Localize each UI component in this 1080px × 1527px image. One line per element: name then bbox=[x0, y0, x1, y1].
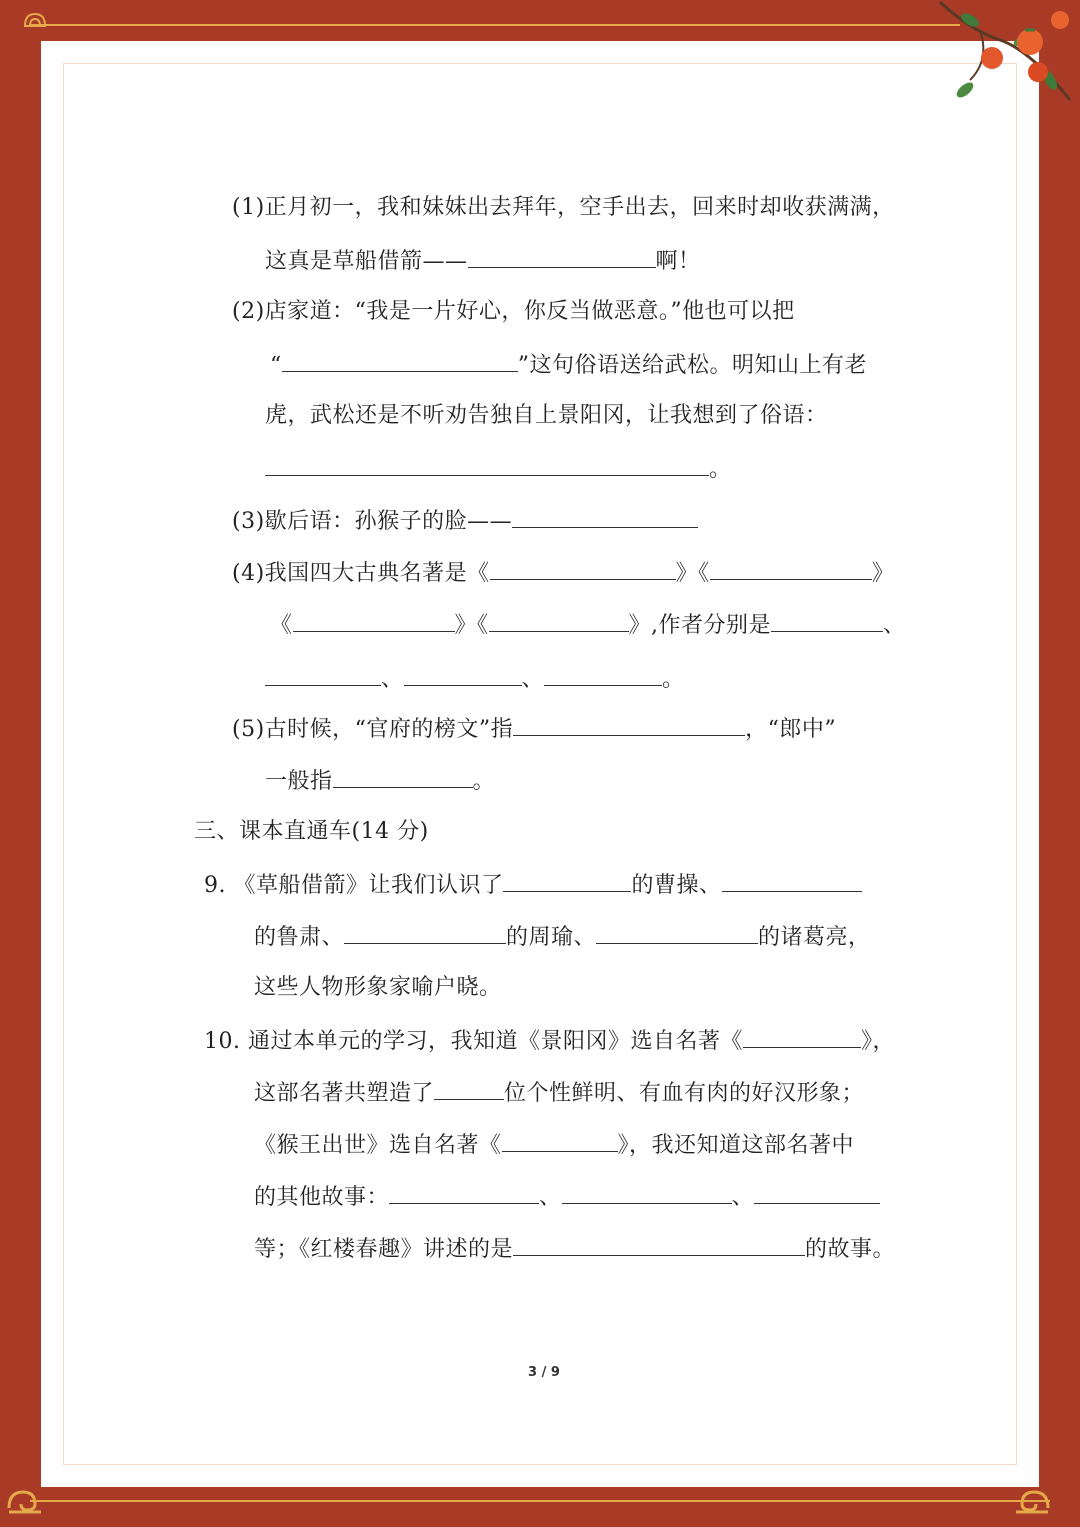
book-bracket-close: 》， bbox=[860, 1029, 895, 1054]
q8-item4-line1 bbox=[232, 557, 894, 589]
q8-item5-text-cont: ，“郎中” bbox=[745, 717, 837, 742]
q8-item3-text: (3)歇后语：孙猴子的脸—— bbox=[232, 509, 513, 534]
answer-blank[interactable] bbox=[503, 869, 631, 892]
answer-blank[interactable] bbox=[743, 1025, 861, 1048]
answer-blank[interactable] bbox=[389, 1181, 539, 1204]
q10-closing: 的故事。 bbox=[805, 1237, 896, 1262]
top-gold-rule bbox=[30, 24, 960, 26]
q10-red-chamber: 等；《红楼春趣》讲述的是 bbox=[254, 1237, 514, 1262]
q8-item1-line1 bbox=[232, 193, 895, 223]
q8-item2-line3 bbox=[265, 401, 828, 431]
q8-item4-line2 bbox=[270, 609, 906, 641]
answer-blank[interactable] bbox=[489, 609, 629, 632]
separator: 、 bbox=[381, 667, 404, 692]
q9-line2 bbox=[254, 921, 871, 953]
page-number: 3 / 9 bbox=[528, 1365, 560, 1380]
book-bracket-close: 》 bbox=[871, 561, 895, 586]
q8-item1-line2 bbox=[265, 245, 701, 277]
answer-blank[interactable] bbox=[771, 609, 883, 632]
q9-closing: 这些人物形象家喻户晓。 bbox=[254, 975, 502, 1000]
bottom-gold-rule bbox=[30, 1500, 1050, 1502]
book-bracket-open: 《 bbox=[270, 613, 293, 638]
answer-blank[interactable] bbox=[265, 663, 381, 686]
answer-blank[interactable] bbox=[562, 1181, 732, 1204]
q9-lu-su: 的鲁肃、 bbox=[254, 925, 345, 950]
q8-item2-line1 bbox=[232, 297, 795, 327]
answer-blank[interactable] bbox=[596, 921, 758, 944]
q8-item2-text-cont: 虎，武松还是不听劝告独自上景阳冈，让我想到了俗语： bbox=[265, 403, 828, 428]
q10-line5 bbox=[254, 1233, 895, 1265]
answer-blank[interactable] bbox=[544, 663, 662, 686]
q10-line1 bbox=[204, 1025, 895, 1057]
answer-blank[interactable] bbox=[710, 557, 872, 580]
q8-item3-line bbox=[232, 505, 698, 537]
q9-line3 bbox=[254, 973, 502, 1003]
answer-blank[interactable] bbox=[513, 713, 745, 736]
separator: 、 bbox=[883, 613, 906, 638]
answer-blank[interactable] bbox=[754, 1181, 880, 1204]
q8-item2-line4 bbox=[265, 453, 732, 485]
q8-item1-text: (1)正月初一，我和妹妹出去拜年，空手出去，回来时却收获满满， bbox=[232, 195, 895, 220]
q10-text: 10. 通过本单元的学习，我知道《景阳冈》选自名著《 bbox=[204, 1029, 743, 1054]
q10-line3 bbox=[254, 1129, 854, 1161]
q10-monkey-king: 《猴王出世》选自名著《 bbox=[254, 1133, 502, 1158]
answer-blank[interactable] bbox=[722, 869, 862, 892]
answer-blank[interactable] bbox=[265, 453, 709, 476]
section-3-heading bbox=[194, 817, 429, 847]
answer-blank[interactable] bbox=[468, 245, 656, 268]
q9-text: 9. 《草船借箭》让我们认识了 bbox=[204, 873, 504, 898]
q10-heroes: 位个性鲜明、有血有肉的好汉形象； bbox=[504, 1081, 865, 1106]
answer-blank[interactable] bbox=[404, 663, 522, 686]
open-quote: “ bbox=[270, 353, 282, 378]
cloud-ornament-icon bbox=[5, 1478, 45, 1518]
q9-zhuge-liang: 的诸葛亮， bbox=[758, 925, 871, 950]
cloud-ornament-icon bbox=[22, 8, 48, 30]
answer-blank[interactable] bbox=[502, 1129, 618, 1152]
answer-blank[interactable] bbox=[333, 765, 473, 788]
answer-blank[interactable] bbox=[512, 505, 698, 528]
separator: 、 bbox=[731, 1185, 755, 1210]
q8-item2-continued: ”这句俗语送给武松。明知山上有老 bbox=[517, 353, 867, 378]
period: 。 bbox=[709, 457, 732, 482]
answer-blank[interactable] bbox=[293, 609, 455, 632]
q9-line1 bbox=[204, 869, 862, 901]
cloud-ornament-icon bbox=[1012, 1478, 1052, 1518]
period: 。 bbox=[472, 769, 496, 794]
q8-item5-line1 bbox=[232, 713, 836, 745]
q8-item4-line3 bbox=[265, 663, 685, 695]
q8-item2-text: (2)店家道：“我是一片好心，你反当做恶意。”他也可以把 bbox=[232, 299, 795, 324]
period: 。 bbox=[662, 667, 685, 692]
q8-item2-line2 bbox=[270, 349, 867, 381]
q8-item1-prompt: 这真是草船借箭—— bbox=[265, 249, 468, 274]
q10-line2 bbox=[254, 1077, 864, 1109]
q9-zhou-yu: 的周瑜、 bbox=[506, 925, 597, 950]
separator: 、 bbox=[521, 667, 545, 692]
answer-blank[interactable] bbox=[490, 557, 676, 580]
q8-item5-prompt: 一般指 bbox=[265, 769, 333, 794]
answer-blank[interactable] bbox=[282, 349, 518, 372]
separator: 、 bbox=[539, 1185, 562, 1210]
q10-text-cont: 这部名著共塑造了 bbox=[254, 1081, 435, 1106]
persimmon-branch-icon bbox=[930, 0, 1080, 120]
answer-blank[interactable] bbox=[344, 921, 506, 944]
q8-item4-authors-prompt: 》,作者分别是 bbox=[628, 613, 772, 638]
book-brackets: 》《 bbox=[675, 561, 710, 586]
book-brackets: 》《 bbox=[454, 613, 489, 638]
q8-item1-suffix: 啊！ bbox=[655, 249, 701, 274]
q8-item4-text: (4)我国四大古典名著是《 bbox=[232, 561, 490, 586]
q8-item5-line2 bbox=[265, 765, 495, 797]
q10-other-stories: 的其他故事： bbox=[254, 1185, 390, 1210]
q8-item5-text: (5)古时候，“官府的榜文”指 bbox=[232, 717, 514, 742]
answer-blank[interactable] bbox=[434, 1077, 504, 1100]
q10-line4 bbox=[254, 1181, 880, 1213]
section-3-title: 三、课本直通车(14 分) bbox=[194, 819, 429, 844]
q10-other-stories-prompt: 》，我还知道这部名著中 bbox=[617, 1133, 855, 1158]
answer-blank[interactable] bbox=[513, 1233, 805, 1256]
q9-cao-cao: 的曹操、 bbox=[631, 873, 722, 898]
